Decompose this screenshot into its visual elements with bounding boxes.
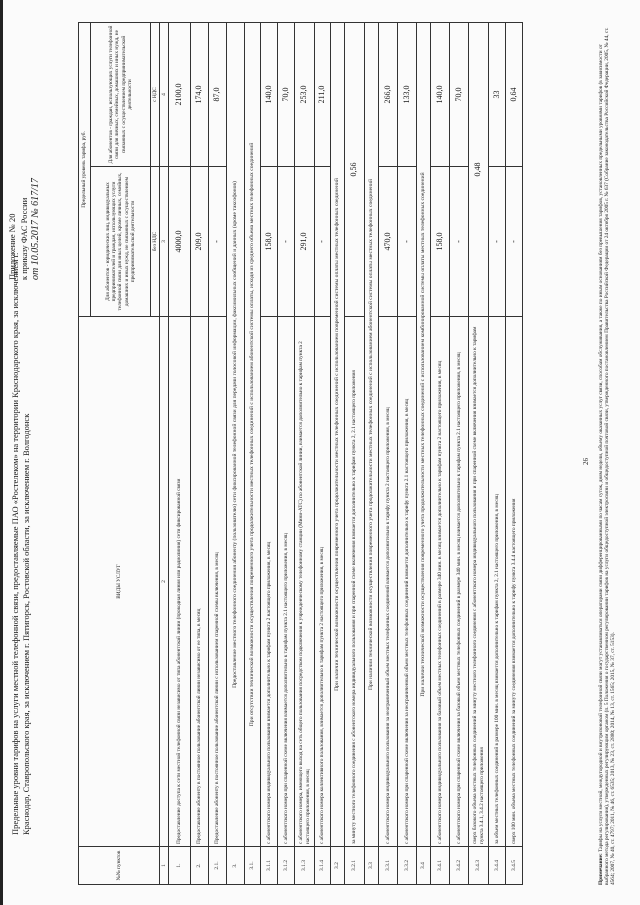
table-row (209, 22, 227, 884)
row-value-citizens: 140,0 (431, 22, 450, 166)
row-number: 1. (169, 847, 191, 885)
table-row (379, 22, 398, 884)
row-value-legal: - (506, 167, 523, 317)
row-text: с абонентского номера при спаренной схеме включения за базовый объем местных телефонных соединений в размере 340 мин. в месяц взимается дополнительно к тарифам пункта 2.1 настоящего приложения, в месяц (450, 317, 469, 847)
section-row (245, 22, 261, 884)
row-value-citizens: 2100,0 (169, 22, 191, 166)
table-row (469, 22, 489, 884)
row-value-legal: - (315, 167, 331, 317)
row-number: 3. (227, 847, 245, 885)
row-value-citizens: 266,0 (379, 22, 398, 166)
section-row (227, 22, 245, 884)
row-value-legal: 158,0 (431, 167, 450, 317)
row-value-citizens: 174,0 (191, 22, 209, 166)
table-row (398, 22, 417, 884)
section-row (365, 22, 379, 884)
row-text: Предоставление абоненту в постоянное пользование абонентской линии независимо от ее типа, в месяц (191, 317, 209, 847)
row-number: 3.4.2 (450, 847, 469, 885)
row-value-combined: 0,56 (345, 22, 365, 316)
row-value-citizens: 253,0 (295, 22, 315, 166)
row-text: с абонентского номера индивидуального пользования за неограниченный объем местных телефонных соединений взимается дополнительно к тарифу пункта 2 настоящего приложения, в месяц (379, 317, 398, 847)
row-value-legal: - (450, 167, 469, 317)
row-number: 3.1.3 (295, 847, 315, 885)
row-number: 3.3 (365, 847, 379, 885)
header-vat-legal: без НДС (151, 167, 160, 317)
header-services: ВИДЫ УСЛУГ (79, 317, 160, 847)
table-row (191, 22, 209, 884)
row-number: 2. (191, 847, 209, 885)
row-text: сверх 100 мин. объема местных телефонных соединений за минуту соединения взимается дополнительно к тарифу пункта 3.4.4 настоящего приложения (506, 317, 523, 847)
row-text: Предоставление абоненту в постоянное пользование абонентской линии с использованием спаренной схемы включения, в месяц (209, 317, 227, 847)
row-value-citizens: 140,0 (261, 22, 278, 166)
row-text: с абонентского номера индивидуального пользования за базовый объем местных телефонных соединений в размере 340 мин. в месяц взимается дополнительно к тарифам пункта 2 настоящего приложения, в месяц (431, 317, 450, 847)
row-text: за объем местных телефонных соединений в размере 100 мин. в месяц взимается дополнительно к тарифам пункта 2, 2.1 настоящего приложения, в месяц (489, 317, 506, 847)
row-number: 3.4 (417, 847, 431, 885)
table-row (261, 22, 278, 884)
notes-label: Примечание: (598, 853, 604, 885)
row-value-legal: 158,0 (261, 167, 278, 317)
section-32-title: При наличии технической возможности осуществления повременного учета продолжительности местных телефонных соединений с использованием повременной системы оплаты местных телефонных соединений (331, 22, 345, 846)
notes-text: Тарифы на услуги местной, междугородной и внутризоновой телефонной связи могут устанавливаться операторами связи дифференцированными по часам суток, дням недели, объему оказанных услуг связи, способам обслуживания, а также по иным основаниям без превышения тарифов, установленных предельными уровнями тарифов (в зависимости от выбранного метода регулирования), утвержденных регулирующим органом (п. 5 Положения о государственном регулировании тарифов на услуги общедоступной электросвязи и общедоступной почтовой связи, утвержденного постановлением Правительства Российской Федерации от 24 октября 2005 г. № 637 (Собрание законодательства Российской Федерации, 2005, № 44, ст. 4564; 2007, № 40, ст. 4797; 2011, № 46, ст. 6535; 2013, № 23, ст. 2880; 2014, № 13, ст. 1565; 2015, № 37, ст. 5153). (598, 27, 617, 885)
row-value-citizens: 33 (489, 22, 506, 166)
row-number: 3.4.3 (469, 847, 489, 885)
row-value-citizens: 70,0 (278, 22, 295, 166)
row-text: сверх базового объема местных телефонных соединений за минуту местного телефонного соединения с абонентского номера индивидуального пользования и при спаренной схеме включения взимается дополнительно к тарифам пункта 3.4.1, 3.4.2 настоящего приложения (469, 317, 489, 847)
header-tariffs: Предельный уровень тарифа, руб. (79, 22, 91, 316)
row-number: 3.4.1 (431, 847, 450, 885)
page-number: 26 (582, 458, 590, 465)
row-value-legal: - (489, 167, 506, 317)
row-number: 3.4.4 (489, 847, 506, 885)
row-number: 3.1.2 (278, 847, 295, 885)
row-value-legal: 470,0 (379, 167, 398, 317)
tariff-table (78, 22, 523, 885)
section-row (331, 22, 345, 884)
table-row (169, 22, 191, 884)
appendix-date: от 10.05.2017 № 617/17 (30, 178, 41, 280)
row-text: с абонентского номера индивидуального пользования взимается дополнительно к тарифам пункта 2 настоящего приложения, в месяц (261, 317, 278, 847)
row-number: 3.2.1 (345, 847, 365, 885)
row-text: с абонентского номера при спаренной схеме включения взимается дополнительно к тарифам пункта 2.1 настоящего приложения, в месяц (278, 317, 295, 847)
index-cell: 4 (160, 22, 169, 166)
header-num: №№ пунктов (79, 847, 160, 885)
row-value-legal: 209,0 (191, 167, 209, 317)
row-number: 3.4.5 (506, 847, 523, 885)
row-value-citizens: 211,0 (315, 22, 331, 166)
row-value-citizens: 133,0 (398, 22, 417, 166)
section-34-title: При наличии технической возможности осуществления повременного учета продолжительности местных телефонных соединений с использованием комбинированной системы оплаты местных телефонных соединений (417, 22, 431, 846)
table-row (315, 22, 331, 884)
index-cell: 3 (160, 167, 169, 317)
section-31-title: При отсутствии технической возможности осуществления повременного учета продолжительности местных телефонных соединений с использованием абонентской системы оплаты, исходя из среднего объема местных телефонных соединений (245, 22, 261, 846)
row-value-citizens: 70,0 (450, 22, 469, 166)
row-value-legal: - (278, 167, 295, 317)
row-text: с абонентского номера коллективного пользования, взимается дополнительно к тарифам пункта 2 настоящего приложения, в месяц (315, 317, 331, 847)
row-number: 2.1. (209, 847, 227, 885)
row-number: 3.3.2 (398, 847, 417, 885)
table-row (489, 22, 506, 884)
row-text: с абонентского номера при спаренной схеме включения за неограниченный объем местных телефонных соединений взимается дополнительно к тарифу пункта 2.1 настоящего приложения, в месяц (398, 317, 417, 847)
row-value-legal: 291,0 (295, 167, 315, 317)
row-number: 3.1. (245, 847, 261, 885)
row-value-legal: 4000,0 (169, 167, 191, 317)
row-number: 3.2 (331, 847, 345, 885)
row-number: 3.3.1 (379, 847, 398, 885)
header-legal: Для абонентов - юридических лиц, индивидуальных предпринимателей и граждан, использующих услуги телефонной связи для иных целей, кроме личных, семейных, домашних и иных нужд, не связанных с осуществлением предпринимательской деятельности (91, 167, 151, 317)
row-value-legal: - (398, 167, 417, 317)
index-cell: 2 (160, 317, 169, 847)
index-cell: 1 (160, 847, 169, 885)
row-text: с абонентского номера, имеющего выход на сеть общего пользования посредством подключения к учрежденческому телефонному станции (Мини-АТС) по абонентской линии, взимается дополнительно к тарифам пункта 2 настоящего приложения, в месяц (295, 317, 315, 847)
appendix-order: к приказу ФАС России (19, 197, 29, 280)
table-row (278, 22, 295, 884)
row-value-combined: 0,48 (469, 22, 489, 316)
table-row (345, 22, 365, 884)
header-vat-citizens: с НДС (151, 22, 160, 166)
row-value-citizens: 0,64 (506, 22, 523, 166)
row-number: 3.1.1 (261, 847, 278, 885)
table-row (450, 22, 469, 884)
page-title: Предельные уровни тарифов на услуги местной телефонной связи, предоставляемые ПАО «Ростелеком» на территории Краснодарского края, за исключением г. Краснодар, Ставропольского края, за исключением г. Пятигорск, Ростовской области, за исключением г. Волгодонск (10, 252, 31, 835)
section-row (417, 22, 431, 884)
notes (598, 23, 617, 885)
table-row (506, 22, 523, 884)
section-33-title: При наличии технической возможности осуществления повременного учета продолжительности местных телефонных соединений с использованием абонентской системы оплаты местных телефонных соединений (365, 22, 379, 846)
appendix-number: Приложение № 20 (7, 213, 17, 280)
row-value-citizens: 87,0 (209, 22, 227, 166)
header-citizens: Для абонентов - граждан, использующих услуги телефонной связи для личных, семейных, домашних и иных нужд, не связанных с осуществлением предпринимательской деятельности (91, 22, 151, 166)
row-text: за минуту местного телефонного соединения с абонентского номера индивидуального пользования и при спаренной схеме включения взимается дополнительно к тарифам пункта 2, 2.1 настоящего приложения (345, 317, 365, 847)
row-value-legal: - (209, 167, 227, 317)
section-3-title: Предоставление местного телефонного соединения абоненту (пользователю) сети фиксированной телефонной связи для передачи голосовой информации, факсимильных сообщений и данных (кроме таксофонов) (227, 22, 245, 846)
row-text: Предоставление доступа к сети местной телефонной связи независимо от типа абонентской линии (проводная линия или радиолиния) сети фиксированной связи (169, 317, 191, 847)
table-row (431, 22, 450, 884)
row-number: 3.1.4 (315, 847, 331, 885)
table-row (295, 22, 315, 884)
